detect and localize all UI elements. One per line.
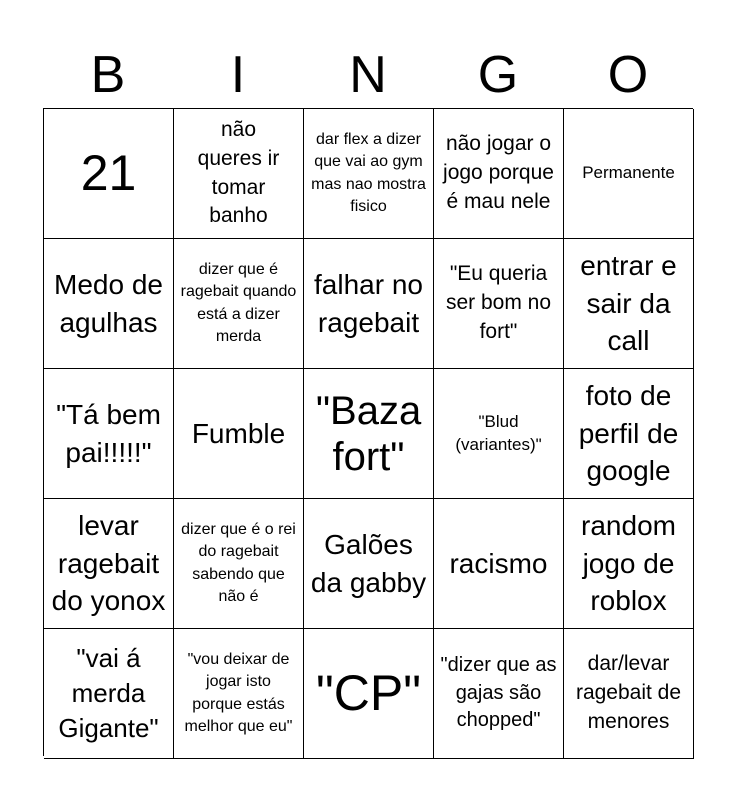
header-letter-n: N bbox=[349, 46, 387, 104]
cell-text: entrar e sair da call bbox=[580, 249, 677, 357]
bingo-cell-r1c5[interactable] bbox=[564, 109, 694, 239]
bingo-cell-r4c1[interactable] bbox=[44, 499, 174, 629]
bingo-cell-r5c1[interactable] bbox=[44, 629, 174, 759]
cell-text: foto de perfil de google bbox=[578, 379, 679, 487]
bingo-cell-r3c3[interactable] bbox=[304, 369, 434, 499]
bingo-cell-r2c2[interactable] bbox=[174, 239, 304, 369]
cell-text: Fumble bbox=[191, 417, 286, 449]
cell-text: "Baza fort" bbox=[315, 388, 422, 479]
cell-text: "vou deixar de jogar isto porque estás melhor que eu" bbox=[184, 650, 293, 735]
cell-text: dizer que é o rei do ragebait sabendo que não é bbox=[181, 520, 296, 605]
cell-text: Galões da gabby bbox=[310, 528, 427, 598]
bingo-cell-r5c2[interactable] bbox=[174, 629, 304, 759]
cell-text: levar ragebait do yonox bbox=[51, 509, 166, 617]
bingo-header bbox=[43, 42, 693, 108]
bingo-board bbox=[43, 108, 693, 756]
bingo-cell-r4c3[interactable] bbox=[304, 499, 434, 629]
bingo-cell-r3c5[interactable] bbox=[564, 369, 694, 499]
header-letter-g: G bbox=[477, 46, 519, 104]
cell-text: dar flex a dizer que vai ao gym mas nao mostra fisico bbox=[311, 130, 426, 215]
cell-text: "Blud (variantes)" bbox=[455, 411, 542, 454]
cell-text: "vai á merda Gigante" bbox=[58, 642, 159, 744]
cell-text: "dizer que as gajas são chopped" bbox=[440, 654, 557, 732]
header-letter-b: B bbox=[90, 46, 126, 104]
cell-text: "Eu queria ser bom no fort" bbox=[445, 262, 552, 343]
bingo-cell-r4c2[interactable] bbox=[174, 499, 304, 629]
cell-text: 21 bbox=[80, 144, 137, 201]
bingo-cell-r1c3[interactable] bbox=[304, 109, 434, 239]
cell-text: falhar no ragebait bbox=[314, 268, 423, 338]
bingo-cell-r2c3[interactable] bbox=[304, 239, 434, 369]
bingo-cell-r5c5[interactable] bbox=[564, 629, 694, 759]
cell-text: Medo de agulhas bbox=[54, 268, 163, 338]
bingo-cell-r2c5[interactable] bbox=[564, 239, 694, 369]
cell-text: não queres ir tomar banho bbox=[197, 117, 280, 228]
bingo-cell-r3c4[interactable] bbox=[434, 369, 564, 499]
bingo-cell-r3c2[interactable] bbox=[174, 369, 304, 499]
cell-text: dar/levar ragebait de menores bbox=[575, 652, 682, 733]
bingo-cell-r5c4[interactable] bbox=[434, 629, 564, 759]
cell-text: dizer que é ragebait quando está a dizer merda bbox=[180, 260, 297, 345]
header-letter-o: O bbox=[607, 46, 649, 104]
cell-text: Permanente bbox=[582, 163, 675, 183]
bingo-cell-r1c4[interactable] bbox=[434, 109, 564, 239]
bingo-cell-r1c2[interactable] bbox=[174, 109, 304, 239]
header-letter-i: I bbox=[230, 46, 246, 104]
cell-text: random jogo de roblox bbox=[581, 509, 676, 617]
bingo-cell-r5c3[interactable] bbox=[304, 629, 434, 759]
bingo-cell-r4c5[interactable] bbox=[564, 499, 694, 629]
cell-text: racismo bbox=[449, 547, 548, 579]
cell-text: "Tá bem pai!!!!!" bbox=[56, 398, 161, 468]
bingo-cell-r3c1[interactable] bbox=[44, 369, 174, 499]
cell-text: não jogar o jogo porque é mau nele bbox=[443, 132, 554, 213]
bingo-cell-r4c4[interactable] bbox=[434, 499, 564, 629]
bingo-cell-r2c1[interactable] bbox=[44, 239, 174, 369]
bingo-cell-r2c4[interactable] bbox=[434, 239, 564, 369]
bingo-cell-r1c1[interactable] bbox=[44, 109, 174, 239]
cell-text: "CP" bbox=[316, 664, 421, 721]
